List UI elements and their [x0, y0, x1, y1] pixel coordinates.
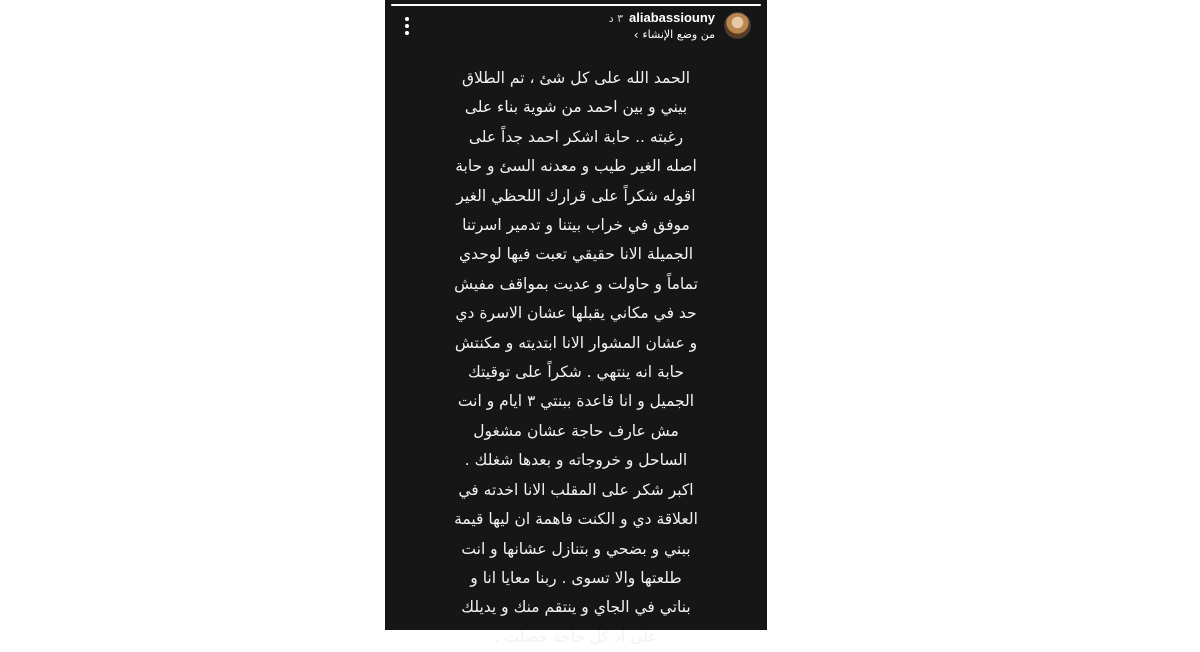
- story-text-line: اصله الغير طيب و معدنه السئ و حابة: [455, 157, 697, 176]
- story-timestamp: ٣ د: [608, 12, 624, 25]
- story-viewer[interactable]: [385, 0, 767, 646]
- story-username[interactable]: aliabassiouny: [629, 10, 715, 25]
- story-text-line: بناتي في الجاي و ينتقم منك و يديلك: [461, 598, 691, 617]
- create-mode-link[interactable]: [634, 28, 715, 41]
- story-text-line: موفق في خراب بيتنا و تدمير اسرتنا: [462, 216, 690, 235]
- story-text-line: العلاقة دي و الكنت فاهمة ان ليها قيمة: [454, 510, 698, 529]
- story-text-line: ببني و بضحي و بتنازل عشانها و انت: [461, 539, 691, 558]
- story-text-line: رغبته .. حابة اشكر احمد جداً على: [468, 127, 684, 146]
- more-options-button[interactable]: [397, 14, 417, 38]
- avatar[interactable]: [724, 12, 751, 39]
- story-text-line: الساحل و خروجاته و بعدها شغلك .: [464, 451, 688, 470]
- story-text-line: على اد كل حاجة حصلت .: [494, 627, 658, 646]
- story-text-line: الجميلة الانا حقيقي تعبت فيها لوحدي: [458, 245, 693, 264]
- story-progress-bar: [391, 4, 761, 6]
- story-header: [385, 8, 767, 48]
- story-text-line: حد في مكاني يقبلها عشان الاسرة دي: [455, 304, 697, 323]
- story-author-row: [609, 10, 715, 25]
- more-vertical-icon: [405, 17, 409, 21]
- more-vertical-icon-dot: [405, 24, 409, 28]
- story-text-block: [425, 64, 727, 652]
- story-text-line: الحمد الله على كل شئ ، تم الطلاق: [461, 69, 691, 87]
- story-text-line: الجميل و انا قاعدة ببنتي ٣ ايام و انت: [457, 392, 695, 411]
- create-mode-label: من وضع الإنشاء: [642, 28, 715, 41]
- story-text-line: و عشان المشوار الانا ابتديته و مكنتش: [454, 333, 698, 352]
- story-text-line: طلعتها والا تسوى . ربنا معايا انا و: [470, 568, 682, 587]
- story-progress-fill: [391, 4, 761, 6]
- story-text-line: اكبر شكر على المقلب الانا اخدته في: [458, 480, 694, 499]
- chevron-left-icon: ‹: [633, 27, 639, 42]
- story-text-line: تماماً و حاولت و عديت بمواقف مفيش: [454, 274, 698, 293]
- story-text-line: حابة انه ينتهي . شكراً على توقيتك: [468, 363, 684, 382]
- story-text-line: مش عارف حاجة عشان مشغول: [473, 421, 679, 440]
- story-text-line: اقوله شكراً على قرارك اللحظي الغير: [456, 186, 696, 205]
- story-text-line: بيني و بين احمد من شوية بناء على: [464, 98, 688, 117]
- more-vertical-icon-dot: [405, 31, 409, 35]
